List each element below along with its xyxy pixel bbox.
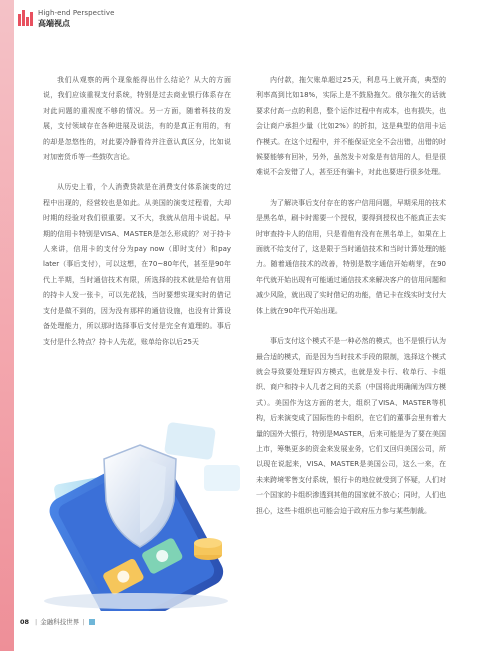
coin-stack-icon bbox=[194, 538, 222, 560]
body-paragraph: 从历史上看，个人消费贷款是在消费支付体系演变的过程中出现的，经营较也是如此。从美国的演变过程看，大却时期的经验对我们很重要。又不大，我就从信用卡说起。早期的信用卡特别是VISA、MASTER是怎么形成的？对于持卡人来讲，信用卡的支付分为pay now（即时支付）和pay later（事后支付），可以这想，在70~80年代，甚至是90年代上半期，当时通信技术有限，所选择的技术就是给有信用的持卡人发一张卡，可以先花钱，当时要想实现实时的借记支付是做不到的，因为没有那样的通信设施，也没有计算设备处理能力，所以那时选择事后支付是完全有道理的。事后支付是什么特点？持卡人先花，账单给你以后25天 bbox=[43, 183, 231, 346]
bar-chart-logo-icon bbox=[18, 8, 34, 26]
page-number: 08 bbox=[20, 618, 30, 626]
left-text-column bbox=[43, 73, 231, 350]
section-title-en: High-end Perspective bbox=[38, 9, 115, 17]
publication-name: 金融科技世界 bbox=[40, 618, 80, 626]
section-title-cn: 高端视点 bbox=[38, 19, 70, 28]
right-text-column bbox=[256, 73, 446, 519]
credit-card-icon bbox=[204, 465, 240, 491]
credit-card-icon bbox=[164, 422, 216, 460]
mobile-payment-illustration bbox=[16, 405, 252, 611]
publication-mark-icon bbox=[89, 619, 95, 625]
body-paragraph: 内付款，拖欠账单超过25天，利息马上就开高，典型的利率高到比如18%，实际上是不鼓励拖欠。俄尔拖欠的话就要求付高一点的利息，整个运作过程中有成本，也有损失，也会让商户承担少量（比如2%）的折扣，这是典型的信用卡运作模式。在这个过程中，并不能保证完全不会出错，出错的时候要能够有回补，另外，虽然发卡对象是有信用的人，但是很难说不会发错了人，甚至还有骗卡，对此也要进行很多处理。 bbox=[256, 76, 446, 177]
body-paragraph: 事后支付这个模式不是一种必然的模式，也不是银行认为最合适的模式，而是因为当时技术手段的限制，选择这个模式就会导致要处理好四方模式，也就是发卡行、收单行、卡组织、商户和持卡人几者之间的关系（中国将此明确阐为四方模式）。美国作为这方面的老大，组织了VISA、MASTER等机构，后来演变成了国际性的卡组织，在它们的董事会里有着大量的国外大银行，特别是MASTER，后来可能是为了要在美国上市，筹集更多的资金来发展业务，它们又回归美国公司，所以现在说起来，VISA、MASTER是美国公司，这么一来，在未来跨境零售支付系统，银行卡的地位就受到了怀疑，人们对一个国家的卡组织渗透到其他的国家就不放心；同时，人们也担心，这些卡组织也可能会迫于政府压力参与某些制裁。 bbox=[256, 337, 446, 515]
body-paragraph: 我们从观察的两个现象能得出什么结论？从大的方面说，我们应该重视支付系统，特别是过去商业银行体系存在对此问题的重视度不够的情况。另一方面，随着科技的发展，支付领域存在各种进展及说法，有的是真正有用的，有的却是忽悠性的，对此要冷静看待并注意认真区分，比如说对加密货币等一些鼓吹言论。 bbox=[43, 76, 231, 162]
body-paragraph: 为了解决事后支付存在的客户信用问题，早期采用的技术是黑名单，刷卡时需要一个授权，要得到授权也不能真正去实时审查持卡人的信用，只是看他有没有在黑名单上，如果在上面就不给支付了，这是限于当时通信技术和当时计算处理的能力。随着通信技术的改善，特别是数字通信开始萌芽，在90年代就开始出现有可能通过通信技术来解决客户的信用问题和减少风险，就出现了实时借记的功能，借记卡在线实时支付大体上就在90年代开始出现。 bbox=[256, 198, 446, 315]
page-footer: 08 | 金融科技世界 | bbox=[20, 617, 95, 626]
decorative-sidebar-strip bbox=[0, 0, 14, 651]
